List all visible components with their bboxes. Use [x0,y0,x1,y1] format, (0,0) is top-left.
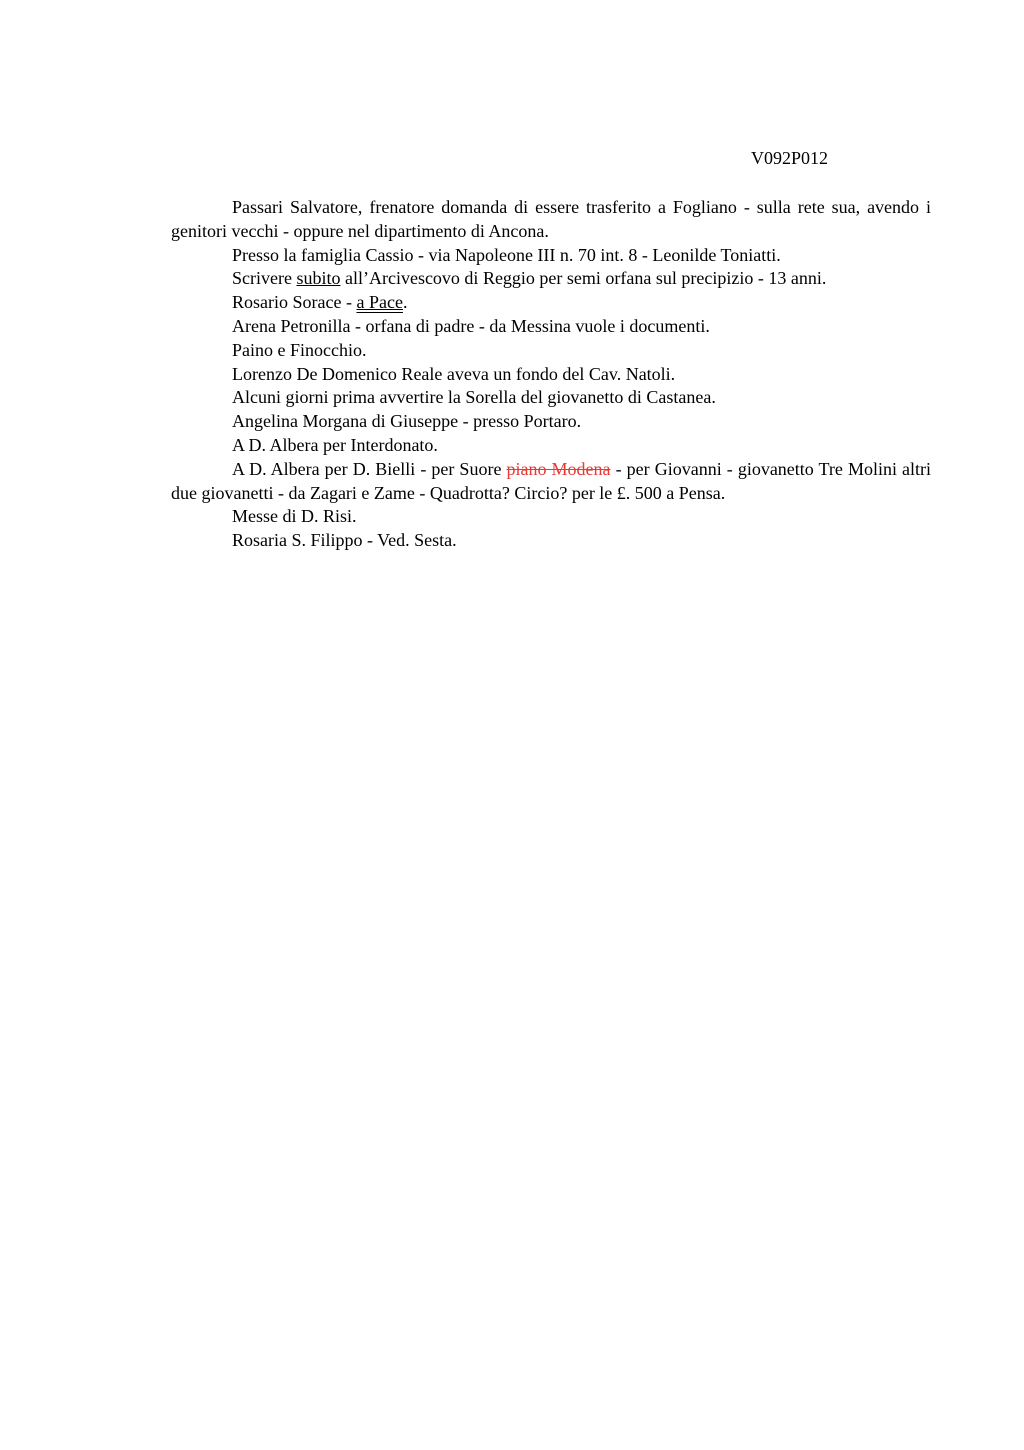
underlined-text: subito [296,268,341,289]
paragraph-passari: Passari Salvatore, frenatore domanda di essere trasferito a Fogliano - sulla rete sua, avendo i genitori vecchi - oppure nel dipartimento di Ancona. [171,197,931,241]
paragraph-cassio: Presso la famiglia Cassio - via Napoleone III n. 70 int. 8 - Leonilde Toniatti. [232,244,781,265]
text-segment: all’Arcivescovo di Reggio per semi orfana sul precipizio - 13 anni. [340,268,827,289]
paragraph-sorace [171,291,931,315]
paragraph-morgana: Angelina Morgana di Giuseppe - presso Portaro. [232,411,582,432]
text-segment: A D. Albera per D. Bielli - per Suore [232,458,507,479]
paragraph-scrivere [171,267,931,291]
paragraph-messe: Messe di D. Risi. [232,506,357,527]
text-segment: Rosario Sorace - [232,292,357,313]
paragraph-albera-bielli [171,458,931,506]
document-body [171,196,931,553]
strikethrough-text: piano Modena [506,458,611,479]
paragraph-paino: Paino e Finocchio. [232,339,367,360]
text-segment: Scrivere [232,268,297,289]
paragraph-alcuni-giorni: Alcuni giorni prima avvertire la Sorella del giovanetto di Castanea. [232,387,716,408]
text-segment: - per Giovanni - giovanetto Tre Molini altri due giovanetti - da Zagari e Zame - Quadrotta? Circio? per le £. 500 a Pensa. [171,458,931,503]
document-id: V092P012 [751,148,829,168]
paragraph-rosaria: Rosaria S. Filippo - Ved. Sesta. [232,530,457,551]
paragraph-albera-interdonato: A D. Albera per Interdonato. [232,434,438,455]
double-underlined-text: a Pace [356,292,403,313]
paragraph-petronilla: Arena Petronilla - orfana di padre - da Messina vuole i documenti. [232,315,710,336]
text-segment: . [402,292,408,313]
paragraph-de-domenico: Lorenzo De Domenico Reale aveva un fondo del Cav. Natoli. [232,363,676,384]
